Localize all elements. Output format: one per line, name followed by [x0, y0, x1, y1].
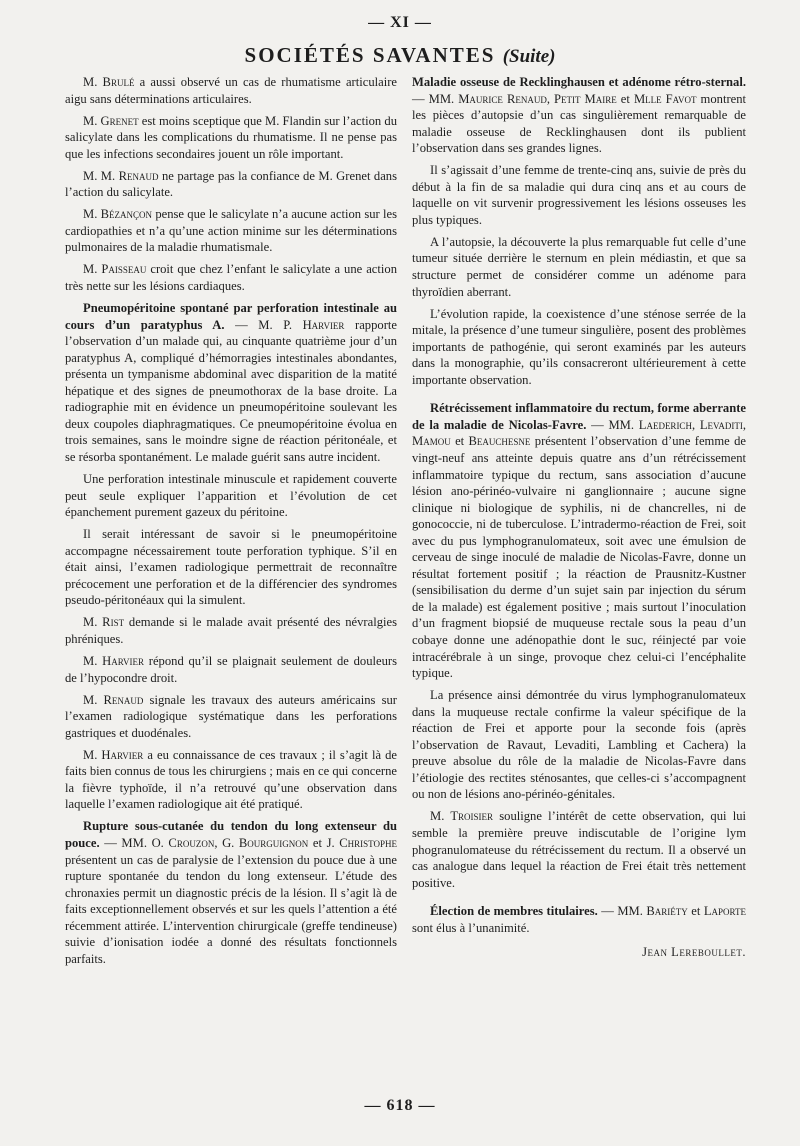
member-name: Bariéty	[646, 904, 688, 919]
paragraph-text: pense que le salicylate n’a aucune action sur les cardiopathies et n’a qu’une action minime sur les déterminations pulmonaires de la maladie rhumatismale.	[65, 207, 397, 255]
speaker-name: M. Troisier	[430, 809, 494, 824]
conjunction: et	[308, 835, 327, 850]
article-dash: — MM.	[412, 91, 459, 106]
paragraph-brule	[65, 74, 397, 107]
conjunction: et	[616, 91, 634, 106]
paragraph-rist	[65, 614, 397, 647]
author-name: J. Christophe	[326, 835, 397, 850]
article-dash: — MM.	[586, 417, 639, 432]
article-title: Maladie osseuse de Recklinghausen et adénome rétro-sternal.	[412, 75, 746, 89]
article-rupture-tendon	[65, 818, 397, 967]
paragraph-text: croit que chez l’enfant le salicylate a une action très nette sur les lésions cardiaques.	[65, 262, 397, 294]
article-recklinghausen	[412, 74, 746, 157]
paragraph-bezancon	[65, 206, 397, 256]
author-names: Maurice Renaud, Petit Maire	[458, 91, 617, 106]
paragraph-renaud	[65, 168, 397, 201]
paragraph-text: demande si le malade avait présenté des névralgies phréniques.	[65, 615, 397, 646]
paragraph-text: a aussi observé un cas de rhumatisme articulaire aigu sans déterminations articulaires.	[65, 75, 397, 106]
paragraph-text: répond qu’il se plaignait seulement de douleurs de l’hypocondre droit.	[65, 654, 398, 685]
paragraph-text: rapporte l’observation d’un malade qui, au cinquante quatrième jour d’un paratyphus A, compliqué d’hémorragies intestinales abondantes, présenta un tympanisme abdominal avec disparition de la matité hépatique et des signes de pneumothorax de la base droite. La radiographie mit en évidence un pneumopéritoine soulevant les deux coupoles diaphragmatiques. Ce pneumopéritoine évolua en trois semaines, sans le moindre signe de réaction péritonéale, et se résorba spontanément. Le malade guérit sans autre incident.	[65, 317, 397, 464]
speaker-name: M. Harvier	[83, 654, 144, 668]
conjunction: et	[687, 904, 704, 919]
paragraph-femme: Il s’agissait d’une femme de trente-cinq ans, suivie de près du début à la fin de sa maladie qui dura cinq ans et au cours de laquelle on vit survenir progressivement les lésions osseuses les plus typiques.	[412, 163, 746, 227]
paragraph-text: signale les travaux des auteurs américains sur l’examen radiologique systématique dans les perforations gastriques et duodénales.	[65, 692, 398, 740]
right-column	[412, 74, 746, 966]
member-name: Laporte	[703, 904, 746, 919]
conjunction: et	[450, 434, 469, 449]
article-election	[412, 903, 746, 936]
article-retrecissement	[412, 400, 746, 681]
signature: Jean Lereboullet.	[642, 945, 746, 960]
paragraph-harvier-2	[65, 747, 397, 813]
paragraph-troisier	[412, 808, 746, 891]
article-dash: — M. P.	[224, 317, 303, 332]
paragraph-text: ne partage pas la confiance de M. Grenet dans l’action du salicylate.	[65, 168, 397, 200]
author-names: O. Crouzon, G. Bourguignon	[151, 835, 309, 850]
paragraph-renaud-2	[65, 692, 397, 742]
paragraph-grenet	[65, 113, 397, 163]
speaker-name: M. Brulé	[83, 75, 135, 89]
paragraph-text: a eu connaissance de ces travaux ; il s’agit là de faits bien connus de tous les chirurgiens ; mais en ce qui concerne la fièvre typhoïde, il n’a retrouvé qu’une observation dans laquelle l’examen radiologique ait été pratiqué.	[65, 747, 398, 812]
speaker-name: M. Grenet	[83, 113, 139, 128]
speaker-name: M. Bézançon	[83, 207, 153, 222]
paragraph-perforation: Une perforation intestinale minuscule et rapidement couverte peut seule expliquer l’apparition et l’évolution de cet épanchement purement gazeux du péritoine.	[65, 472, 397, 520]
author-names: Laederich, Levaditi, Mamou	[412, 417, 746, 449]
author-name: Beauchesne	[468, 434, 531, 449]
article-title: Pneumopéritoine spontané par perforation intestinale au cours d’un paratyphus A.	[65, 301, 397, 332]
section-title-main: SOCIÉTÉS SAVANTES	[244, 43, 496, 67]
section-title-suite: (Suite)	[502, 46, 556, 67]
paragraph-evolution: L’évolution rapide, la coexistence d’une sténose serrée de la mitale, la présence d’une tumeur singulière, posent des problèmes importants de pathogénie, qui seront examinés par les auteurs dans la monographie, qu’ils consacreront ultérieurement à cette importante observation.	[412, 306, 746, 387]
speaker-name: M. M. Renaud	[83, 168, 159, 183]
paragraph-presence-virus: La présence ainsi démontrée du virus lymphogranulomateux dans la muqueuse rectale confirme la valeur spécifique de la réaction de Frei et apporte pour la seconde fois (après l’observation de Ravaut, Levaditi, Lambling et Cachera) la preuve absolue du rôle de la maladie de Nicolas-Favre dans l’étiologie des rectites sténosantes, que celles-ci s’accompagnent ou non de lésions ano-périnéo-génitales.	[412, 688, 746, 802]
paragraph-text: montrent les pièces d’autopsie d’un cas singulièrement remarquable de maladie osseuse de Recklinghausen dont ils publient l’observation dans ses grandes lignes.	[412, 91, 747, 156]
page-roman-numeral: — XI —	[368, 14, 432, 31]
paragraph-harvier-reply	[65, 653, 397, 686]
section-title	[0, 43, 800, 68]
paragraph-autopsie: A l’autopsie, la découverte la plus remarquable fut celle d’une tumeur située derrière le sternum en plein médiastin, et que sa structure permet de considérer comme un adénome para thyroïdien aberrant.	[412, 234, 746, 299]
paragraph-paisseau	[65, 261, 397, 294]
paragraph-text: sont élus à l’unanimité.	[412, 920, 530, 935]
paragraph-text: présentent un cas de paralysie de l’extension du pouce due à une rupture spontanée du tendon du long extenseur. L’étude des chronaxies permit un diagnostic précis de la lésion. Il s’agit là de faits exceptionnellement observés et sur les quels l’attention a été récemment attirée. L’intervention chirurgicale (greffe tendineuse) suivie d’ionisation iodée a donné des résultats fonctionnels parfaits.	[65, 852, 397, 966]
left-column	[65, 74, 397, 973]
author-name: Harvier	[302, 317, 345, 332]
article-title: Rupture sous-cutanée du tendon du long extenseur du pouce.	[65, 819, 397, 850]
paragraph-text: souligne l’intérêt de cette observation, qui lui semble la première preuve indiscutable de l’origine lym phogranulomateuse du rétrécissement du rectum. Il a observé un cas analogue dans lequel la réaction de Frei était très nettement positive.	[412, 809, 746, 890]
speaker-name: M. Paisseau	[83, 262, 147, 277]
page-number: — 618 —	[364, 1097, 436, 1114]
article-dash: — MM.	[597, 904, 647, 919]
article-title: Rétrécissement inflammatoire du rectum, forme aberrante de la maladie de Nicolas-Favre.	[412, 401, 746, 432]
paragraph-text: présentent l’observation d’une femme de vingt-neuf ans atteinte depuis quatre ans d’un rétrécissement inflammatoire typique du rectum, sans association d’aucune lésion ano-périnéo-vulvaire ni ganglionnaire ; aucune signe clinique ni biologique de syphilis, ni de chancrelles, ni de gonococcie, ni de tuberculose. L’intradermo-réaction de Frei, soit avec du pus lymphogranulomateux, soit avec une émulsion de cerveau de singe inoculé de maladie de Nicolas-Favre, donne un résultat fortement positif ; la réaction de Prausnitz-Kustner (sensibilisation du derme d’un sujet sain par injection du sérum de la malade) est également positive ; mais surtout l’inoculation d’un fragment biopsié de muqueuse rectale sous la peau d’un cobaye donne une adénopathie dont le suc, réinjecté par voie intracérébrale à un singe, provoque chez celui-ci l’encéphalite typique.	[412, 434, 746, 681]
article-title: Élection de membres titulaires.	[430, 904, 598, 919]
article-pneumoperitoine	[65, 300, 397, 465]
paragraph-interet: Il serait intéressant de savoir si le pneumopéritoine accompagne nécessairement toute perforation typhique. S’il en était ainsi, l’examen radiologique permettrait de reconnaître précocement une perforation et de la différencier des syndromes pseudo-péritonéaux qui la simulent.	[65, 527, 397, 608]
speaker-name: M. Rist	[83, 615, 125, 630]
paragraph-text: est moins sceptique que M. Flandin sur l’action du salicylate dans les complications du rhumatisme. Il ne pense pas que les infections secondaires jouent un rôle important.	[65, 113, 397, 161]
speaker-name: M. Renaud	[83, 692, 144, 707]
speaker-name: M. Harvier	[83, 747, 144, 762]
article-dash: — MM.	[99, 835, 152, 850]
author-name: Mlle Favot	[633, 91, 697, 106]
